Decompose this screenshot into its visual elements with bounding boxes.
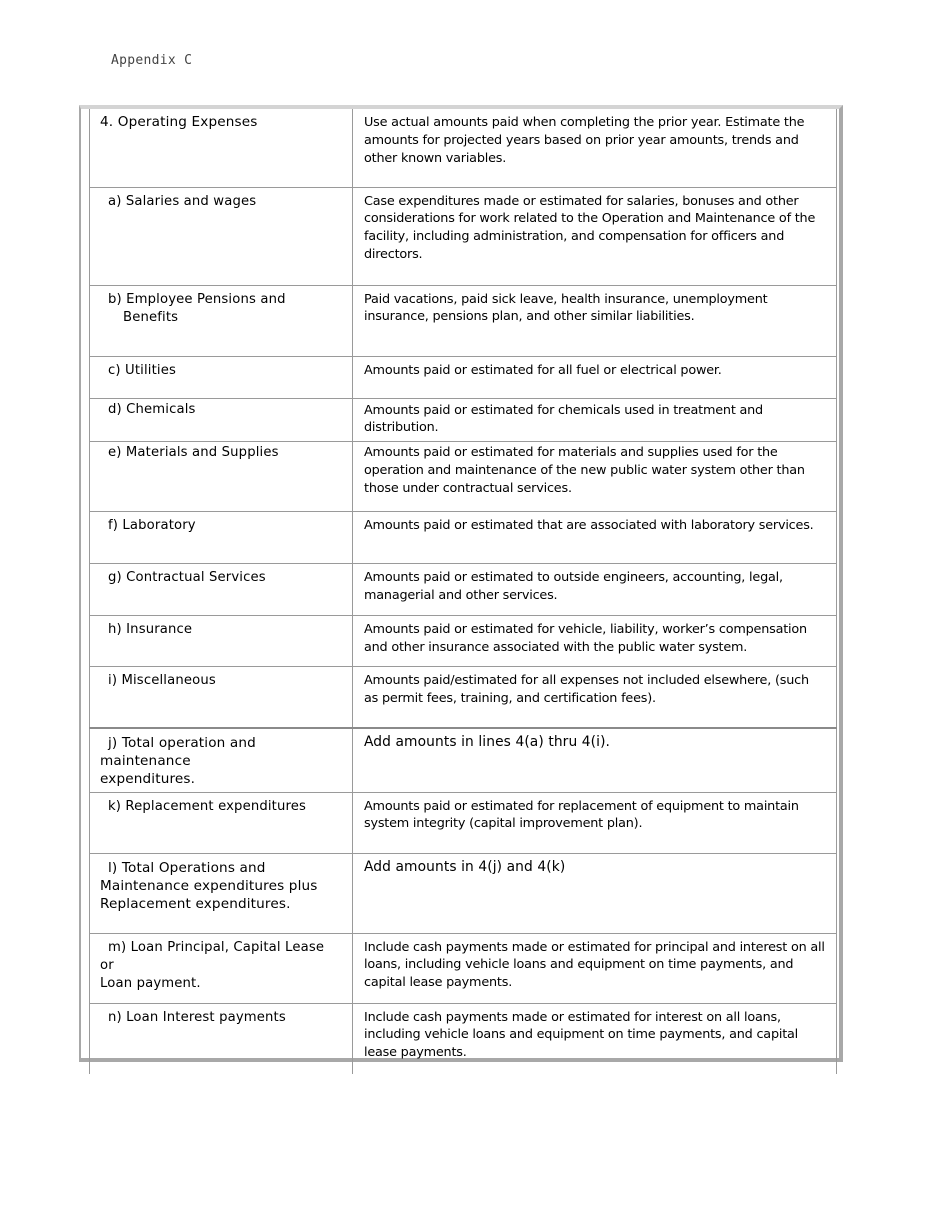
row-label-text: j) Total operation and maintenance xyxy=(100,734,256,769)
table-row xyxy=(90,442,837,512)
table-row xyxy=(90,398,837,442)
row-label xyxy=(90,933,353,1003)
row-description: Amounts paid or estimated for all fuel or electrical power. xyxy=(353,356,837,398)
row-label xyxy=(90,564,353,616)
row-description: Use actual amounts paid when completing the prior year. Estimate the amounts for projected years based on prior year amounts, trends and other known variables. xyxy=(353,109,837,187)
row-label-text: Replacement expenditures. xyxy=(100,895,291,912)
row-label xyxy=(90,398,353,442)
row-description: Amounts paid/estimated for all expenses not included elsewhere, (such as permit fees, training, and certification fees). xyxy=(353,667,837,728)
table-row xyxy=(90,187,837,285)
table-row xyxy=(90,667,837,728)
row-description: Amounts paid or estimated that are associated with laboratory services. xyxy=(353,512,837,564)
row-label-text: e) Materials and Supplies xyxy=(108,445,279,461)
table-row xyxy=(90,933,837,1003)
table-row xyxy=(90,356,837,398)
row-description: Include cash payments made or estimated for interest on all loans, including vehicle loans and equipment on time payments, and capital lease payments. xyxy=(353,1003,837,1074)
row-label-text: expenditures. xyxy=(100,770,196,787)
appendix-header: Appendix C xyxy=(111,53,193,68)
row-label-text: k) Replacement expenditures xyxy=(108,798,307,814)
table-row xyxy=(90,728,837,793)
row-label-text: d) Chemicals xyxy=(108,401,196,417)
row-label xyxy=(90,792,353,853)
row-label xyxy=(90,853,353,933)
row-label xyxy=(90,285,353,356)
row-label-text: m) Loan Principal, Capital Lease or xyxy=(100,939,325,973)
row-label xyxy=(90,356,353,398)
row-label xyxy=(90,728,353,793)
row-label xyxy=(90,187,353,285)
table-row xyxy=(90,792,837,853)
row-description: Amounts paid or estimated for vehicle, liability, worker’s compensation and other insurance associated with the public water system. xyxy=(353,616,837,667)
table-row xyxy=(90,512,837,564)
row-label xyxy=(90,616,353,667)
row-description: Amounts paid or estimated to outside engineers, accounting, legal, managerial and other services. xyxy=(353,564,837,616)
row-description: Amounts paid or estimated for replacement of equipment to maintain system integrity (capital improvement plan). xyxy=(353,792,837,853)
operating-expenses-table xyxy=(89,109,837,1074)
row-label-text: c) Utilities xyxy=(108,362,177,378)
row-label-text: a) Salaries and wages xyxy=(108,193,257,209)
row-label xyxy=(90,667,353,728)
table-row xyxy=(90,109,837,187)
row-label-text: h) Insurance xyxy=(108,622,193,638)
row-label-text: i) Miscellaneous xyxy=(108,673,216,689)
table-row xyxy=(90,616,837,667)
table-row xyxy=(90,1003,837,1074)
row-label-text: f) Laboratory xyxy=(108,518,196,534)
row-description: Paid vacations, paid sick leave, health insurance, unemployment insurance, pensions plan, and other similar liabilities. xyxy=(353,285,837,356)
row-description: Amounts paid or estimated for chemicals used in treatment and distribution. xyxy=(353,398,837,442)
row-label xyxy=(90,109,353,187)
row-label-text: l) Total Operations and xyxy=(108,859,266,876)
row-description: Add amounts in 4(j) and 4(k) xyxy=(353,853,837,933)
row-description: Amounts paid or estimated for materials and supplies used for the operation and maintenance of the new public water system other than those under contractual services. xyxy=(353,442,837,512)
table-row xyxy=(90,853,837,933)
operating-expenses-table-frame xyxy=(79,105,843,1062)
row-label xyxy=(90,512,353,564)
row-label-text: b) Employee Pensions and xyxy=(108,291,286,307)
row-label-text: n) Loan Interest payments xyxy=(108,1009,286,1025)
row-description: Add amounts in lines 4(a) thru 4(i). xyxy=(353,728,837,793)
row-label xyxy=(90,1003,353,1074)
row-label-text: Loan payment. xyxy=(100,975,201,991)
table-row xyxy=(90,285,837,356)
table-row xyxy=(90,564,837,616)
row-description: Case expenditures made or estimated for salaries, bonuses and other considerations for work related to the Operation and Maintenance of the facility, including administration, and compensation for officers and directors. xyxy=(353,187,837,285)
row-label-text: Benefits xyxy=(123,309,179,325)
row-description: Include cash payments made or estimated for principal and interest on all loans, including vehicle loans and equipment on time payments, and capital lease payments. xyxy=(353,933,837,1003)
row-label xyxy=(90,442,353,512)
row-label-text: Maintenance expenditures plus xyxy=(100,877,318,894)
row-label-text: g) Contractual Services xyxy=(108,570,266,586)
row-label-text: 4. Operating Expenses xyxy=(100,114,258,130)
